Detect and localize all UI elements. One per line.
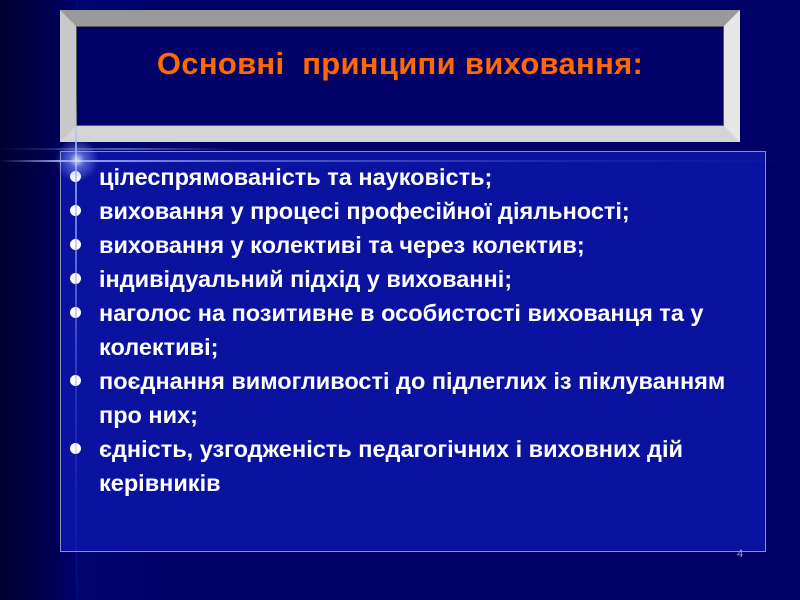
decorative-light-streak-horizontal — [0, 148, 240, 150]
bullet-item — [69, 262, 749, 296]
title-frame — [60, 10, 740, 142]
bullet-text: індивідуальний підхід у вихованні; — [99, 266, 513, 292]
slide-title: Основні принципи виховання: — [156, 46, 644, 81]
bullet-item — [69, 432, 749, 500]
bullet-text: виховання у колективі та через колектив; — [99, 232, 585, 258]
bullet-text: наголос на позитивне в особистості вихованця та у колективі; — [99, 300, 704, 360]
bullet-text: виховання у процесі професійної діяльності; — [99, 198, 630, 224]
bullet-item — [69, 160, 749, 194]
bullet-item — [69, 228, 749, 262]
bullet-list — [69, 160, 749, 500]
bullet-item — [69, 194, 749, 228]
page-number: 4 — [737, 548, 744, 560]
content-panel — [60, 151, 766, 552]
bullet-text: цілеспрямованість та науковість; — [99, 164, 493, 190]
bullet-text: єдність, узгодженість педагогічних і виховних дій керівників — [99, 436, 683, 496]
decorative-glow — [55, 138, 99, 182]
decorative-light-streak-horizontal — [0, 160, 800, 162]
bullet-text: поєднання вимогливості до підлеглих із піклуванням про них; — [99, 368, 726, 428]
bullet-item — [69, 296, 749, 364]
bullet-item — [69, 364, 749, 432]
